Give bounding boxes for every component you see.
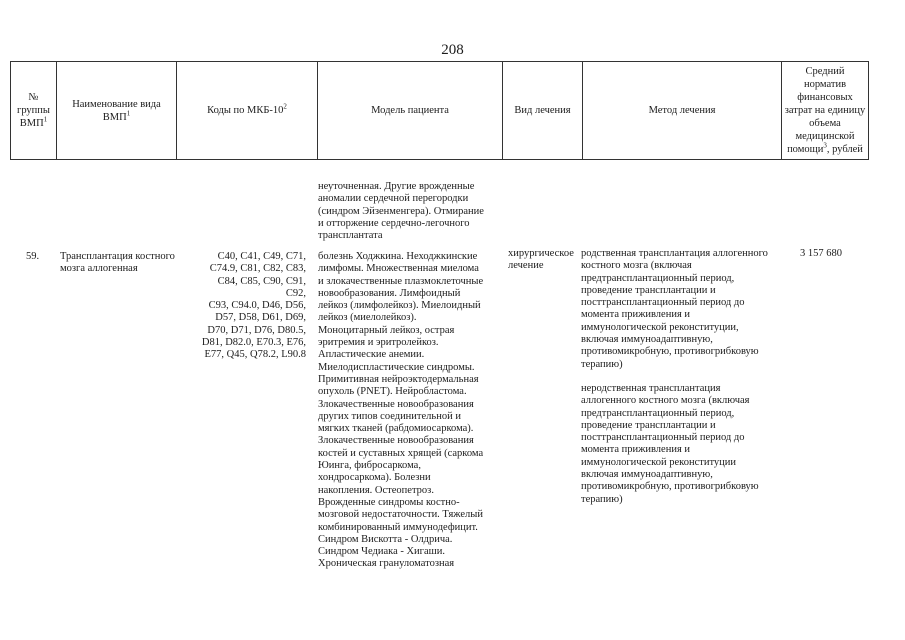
text-line: аномалии сердечной перегородки [318, 193, 469, 205]
text-line: D81, D82.0, E70.3, E76, [201, 337, 306, 349]
text-line: Злокачественные новообразования [318, 398, 474, 410]
text-line: противомикробную, противогрибковую [581, 481, 759, 493]
header-icd-codes: Коды по МКБ-$10^2$ [177, 62, 318, 160]
text-line: лечение [508, 260, 544, 272]
text-line: посттрансплантационный период до [581, 297, 745, 309]
text-line: посттрансплантационный период до [581, 432, 745, 444]
text-line: Трансплантация костного [60, 251, 175, 262]
text-line: Примитивная нейроэктодермальная [318, 373, 479, 385]
text-line: момента приживления и [581, 309, 691, 321]
text-line: Синдром Чедиака - Хигаши. [318, 546, 445, 558]
text-line: иммунологической реконституции, [581, 321, 739, 333]
text-line: родственная трансплантация аллогенного [581, 248, 768, 259]
text-line: терапию) [581, 358, 623, 370]
text-line: Злокачественные новообразования [318, 435, 474, 447]
text-line: C93, C94.0, D46, D56, [208, 300, 306, 312]
row-treatment-kind [508, 248, 588, 273]
text-line: лимфомы. Множественная миелома [318, 263, 479, 275]
text-line: костного мозга (включая [581, 260, 692, 272]
text-line: (синдром Эйзенменгера). Отмирание [318, 205, 484, 217]
row-icd-codes [197, 251, 306, 362]
text-line: C74.9, C81, C82, C83, [209, 263, 306, 275]
table-header [10, 61, 869, 160]
text-line: хондросаркома). Болезни [318, 472, 431, 484]
text-line: других типов соединительной и [318, 410, 461, 422]
row-method-unrelated-transplant [581, 383, 781, 506]
text-line: хирургическое [508, 248, 574, 259]
text-line: Юинга, фибросаркома, [318, 460, 421, 472]
text-line: C84, C85, C90, C91, C92, [217, 275, 306, 299]
text-line: Моноцитарный лейкоз, острая [318, 324, 455, 336]
text-line: проведение трансплантации и [581, 284, 716, 296]
text-line: иммунологической реконституции [581, 456, 737, 468]
text-line: включая иммуноадаптивную, [581, 469, 713, 481]
header-treatment-kind: Вид лечения [503, 62, 583, 160]
text-line: D57, D58, D61, D69, [215, 312, 306, 324]
text-line: предтрансплантационный период, [581, 272, 735, 284]
text-line: и злокачественные плазмоклеточные [318, 275, 484, 287]
row-vmp-name [60, 251, 200, 276]
text-line: терапию) [581, 493, 623, 505]
text-line: E77, Q45, Q78.2, L90.8 [204, 349, 306, 361]
text-line: накопления. Остеопетроз. [318, 484, 434, 496]
text-line: Хроническая грануломатозная [318, 558, 455, 570]
text-line: C40, C41, C49, C71, [217, 251, 306, 262]
text-line: неуточненная. Другие врожденные [318, 181, 475, 192]
text-line: Синдром Вискотта - Олдрича. [318, 533, 453, 545]
continuation-model-text [318, 181, 498, 242]
text-line: аллогенного костного мозга (включая [581, 395, 750, 407]
row-patient-model [318, 251, 498, 571]
text-line: и отторжение сердечно-легочного [318, 217, 470, 229]
text-line: трансплантата [318, 230, 383, 242]
text-line: D70, D71, D76, D80.5, [207, 324, 306, 336]
header-average-cost: Средний норматив финансовых затрат на единицу объема медицинской помощи$^3$, рублей [782, 62, 869, 160]
text-line: лейкоз (миелолейкоз). [318, 312, 417, 324]
text-line: эритремия и эритролейкоз. [318, 337, 439, 349]
text-line: Миелодиспластические синдромы. [318, 361, 475, 373]
text-line: болезнь Ходжкина. Неходжкинские [318, 251, 478, 262]
text-line: костей и суставных хрящей (саркома [318, 447, 484, 459]
text-line: включая иммуноадаптивную, [581, 334, 713, 346]
text-line: комбинированный иммунодефицит. [318, 521, 478, 533]
text-line: мягких тканей (рабдомиосаркома). [318, 423, 474, 435]
text-line: Врожденные синдромы костно- [318, 496, 460, 508]
header-patient-model: Модель пациента [318, 62, 503, 160]
text-line: неродственная трансплантация [581, 383, 721, 394]
page-number: 208 [441, 42, 464, 58]
text-line: проведение трансплантации и [581, 419, 716, 431]
text-line: мозговой недостаточности. Тяжелый [318, 509, 483, 521]
text-line: предтрансплантационный период, [581, 407, 735, 419]
text-line: новообразования. Лимфоидный [318, 287, 461, 299]
text-line: момента приживления и [581, 444, 691, 456]
text-line: мозга аллогенная [60, 263, 138, 275]
header-group-number: № группы ВМП$^1$ [11, 62, 57, 160]
header-vmp-name: Наименование вида ВМП$^1$ [57, 62, 177, 160]
row-method-related-transplant [581, 248, 781, 371]
row-group-number: 59. [26, 251, 40, 262]
text-line: противомикробную, противогрибковую [581, 346, 759, 358]
row-average-cost: 3 157 680 [800, 248, 842, 259]
text-line: опухоль (PNET). Нейробластома. [318, 386, 467, 398]
text-line: Апластические анемии. [318, 349, 425, 361]
header-treatment-method: Метод лечения [583, 62, 782, 160]
text-line: лейкоз (лимфолейкоз). Миелоидный [318, 300, 481, 312]
